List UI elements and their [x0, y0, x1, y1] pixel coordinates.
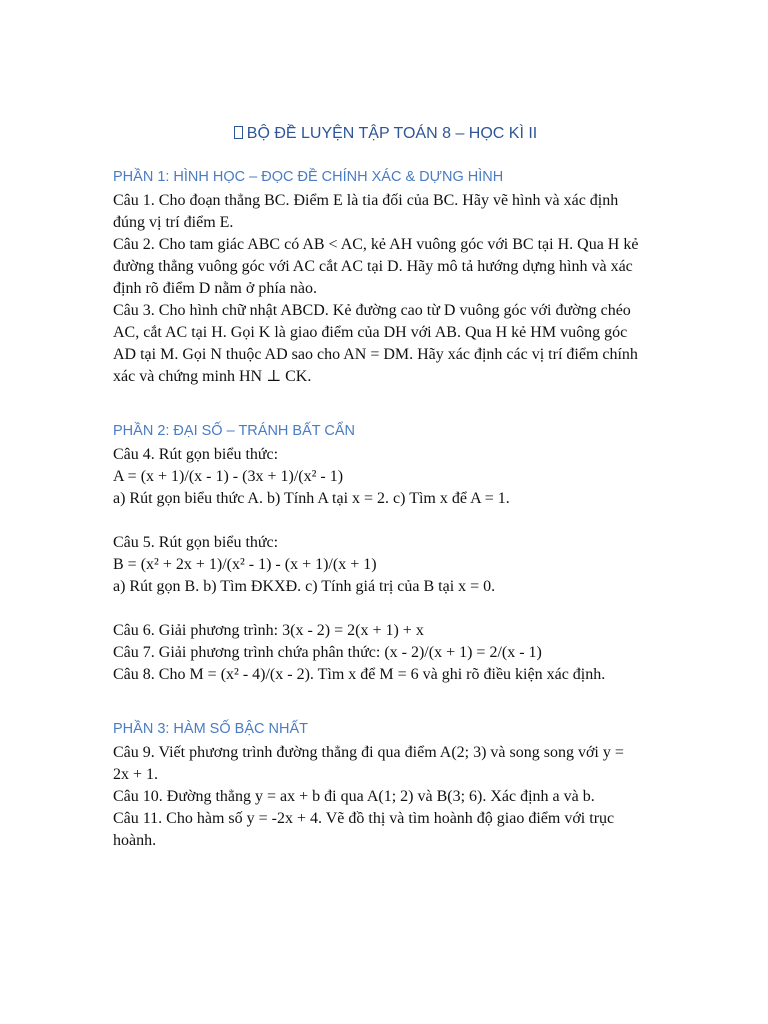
text-line: đúng vị trí điểm E.	[113, 214, 234, 231]
text-line: a) Rút gọn biểu thức A. b) Tính A tại x = 2. c) Tìm x để A = 1.	[113, 490, 510, 507]
text-line: Câu 2. Cho tam giác ABC có AB < AC, kẻ AH vuông góc với BC tại H. Qua H kẻ	[113, 236, 639, 253]
text-line: Câu 6. Giải phương trình: 3(x - 2) = 2(x + 1) + x	[113, 622, 424, 639]
text-line: Câu 9. Viết phương trình đường thẳng đi qua điểm A(2; 3) và song song với y =	[113, 744, 624, 761]
text-line: Câu 4. Rút gọn biểu thức:	[113, 446, 279, 463]
section-2	[113, 418, 658, 686]
section-heading: PHẦN 2: ĐẠI SỐ – TRÁNH BẤT CẨN	[113, 423, 355, 439]
text-line: AD tại M. Gọi N thuộc AD sao cho AN = DM. Hãy xác định các vị trí điểm chính	[113, 346, 638, 363]
text-line: Câu 5. Rút gọn biểu thức:	[113, 534, 279, 551]
section-1	[113, 164, 658, 388]
spacer	[113, 598, 658, 620]
section-heading: PHẦN 3: HÀM SỐ BẬC NHẤT	[113, 721, 308, 737]
text-line: Câu 11. Cho hàm số y = -2x + 4. Vẽ đồ thị và tìm hoành độ giao điểm với trục	[113, 810, 615, 827]
text-line: Câu 8. Cho M = (x² - 4)/(x - 2). Tìm x để M = 6 và ghi rõ điều kiện xác định.	[113, 666, 606, 683]
text-line: hoành.	[113, 832, 157, 849]
section-3	[113, 716, 658, 852]
spacer	[113, 388, 658, 418]
section-heading: PHẦN 1: HÌNH HỌC – ĐỌC ĐỀ CHÍNH XÁC & DỰNG HÌNH	[113, 169, 504, 185]
text-line: AC, cắt AC tại H. Gọi K là giao điểm của DH với AB. Qua H kẻ HM vuông góc	[113, 324, 628, 341]
spacer	[113, 686, 658, 716]
text-line: B = (x² + 2x + 1)/(x² - 1) - (x + 1)/(x + 1)	[113, 556, 377, 573]
missing-glyph-box-icon	[234, 126, 243, 139]
text-line: a) Rút gọn B. b) Tìm ĐKXĐ. c) Tính giá trị của B tại x = 0.	[113, 578, 496, 595]
text-line: A = (x + 1)/(x - 1) - (3x + 1)/(x² - 1)	[113, 468, 344, 485]
text-line: Câu 7. Giải phương trình chứa phân thức: (x - 2)/(x + 1) = 2/(x - 1)	[113, 644, 542, 661]
text-line: Câu 10. Đường thẳng y = ax + b đi qua A(1; 2) và B(3; 6). Xác định a và b.	[113, 788, 595, 805]
text-line: đường thẳng vuông góc với AC cắt AC tại D. Hãy mô tả hướng dựng hình và xác	[113, 258, 633, 275]
text-line: 2x + 1.	[113, 766, 159, 783]
text-line: Câu 1. Cho đoạn thẳng BC. Điểm E là tia đối của BC. Hãy vẽ hình và xác định	[113, 192, 619, 209]
text-line: Câu 3. Cho hình chữ nhật ABCD. Kẻ đường cao từ D vuông góc với đường chéo	[113, 302, 631, 319]
spacer	[113, 510, 658, 532]
document-title	[113, 122, 658, 146]
text-line: xác và chứng minh HN ⊥ CK.	[113, 368, 312, 385]
document-page	[113, 122, 658, 852]
text-line: định rõ điểm D nằm ở phía nào.	[113, 280, 317, 297]
document-title-text: BỘ ĐỀ LUYỆN TẬP TOÁN 8 – HỌC KÌ II	[246, 125, 538, 142]
